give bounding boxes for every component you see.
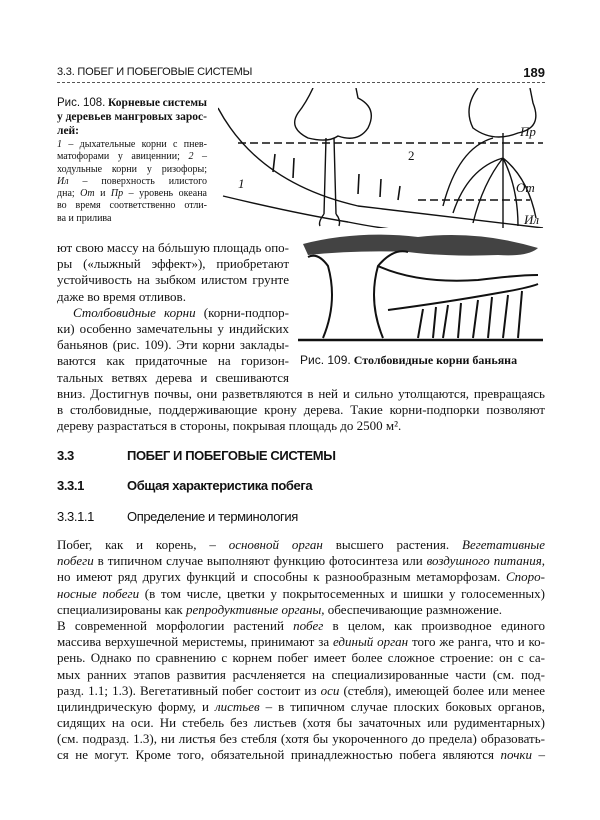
marker-1: 1 (238, 176, 245, 191)
text-line (57, 618, 545, 634)
text-run: массива верхушечной меристемы, принимают за (57, 634, 333, 650)
italic-term: Ил (57, 175, 69, 187)
figure-108-title-part: Корневые системы (108, 97, 208, 109)
text-line (57, 164, 207, 176)
text-line (57, 200, 207, 212)
text-line (57, 321, 289, 337)
text-line (57, 213, 207, 225)
heading-3-3-1-1 (57, 509, 545, 525)
text-line (57, 402, 545, 418)
text-run: даже во время отливов. (57, 288, 186, 304)
italic-term: Пр (110, 188, 124, 200)
text-line (57, 634, 545, 650)
italic-term: листьев (214, 698, 260, 714)
text-run: – в типичном случае плоских боковых органов, (259, 698, 545, 714)
figure-108-caption (57, 96, 207, 225)
text-line (57, 667, 545, 683)
text-run: , (541, 553, 545, 569)
text-line (57, 699, 545, 715)
text-run: ют свою массу на бóльшую площадь опо- (57, 240, 289, 255)
text-run: ся не могут. Кроме того, обязательной принадлежностью побега являются (57, 747, 501, 763)
page-number: 189 (523, 65, 545, 80)
text-run: сидящих на оси. Ни стебель без листьев (хотя бы зачаточных или рудиментарных) (57, 715, 545, 731)
figure-108-title-part: у деревьев мангровых зарос- (57, 111, 207, 123)
italic-term: 2 (188, 151, 194, 163)
text-run: (в том числе, цветки у покрытосеменных и шишки у голосеменных) (139, 585, 545, 601)
text-line (57, 418, 545, 434)
marker-ot: От (516, 180, 535, 195)
text-line (57, 370, 289, 386)
text-line (57, 569, 545, 585)
text-run: дна; (57, 188, 81, 200)
marker-pr: Пр (520, 124, 536, 139)
text-run: дереву разрастаться в стороны, покрывая площадь до 2500 м². (57, 418, 402, 434)
text-run: ходульные корни у ризофоры; (57, 163, 207, 175)
italic-term: воздушного питания (426, 553, 542, 569)
text-run: , обеспечивающие размножение. (321, 601, 503, 617)
text-line (57, 256, 289, 272)
text-run: мых ранних этапов развития расчленяется на специализированные части (см. под- (57, 666, 545, 682)
text-run: баньянов (рис. 109). Эти корни заклады- (57, 337, 289, 353)
figure-108-legend (57, 139, 207, 225)
marker-2: 2 (408, 148, 415, 163)
text-run: во время соответственно отли- (57, 200, 207, 212)
text-run: – (532, 747, 546, 763)
text-run: специализированы как (57, 601, 186, 617)
heading-3-3-1 (57, 478, 545, 494)
text-run: рень. Однако по сравнению с корнем побег имеет более сложное строение: он с са- (57, 650, 545, 666)
text-run: ваются как придаточные на горизон- (57, 353, 289, 369)
text-run: высшего растения. (322, 537, 462, 552)
text-line (57, 337, 289, 353)
text-run: (корни-подпор- (195, 304, 289, 320)
text-line (57, 683, 545, 699)
marker-il: Ил (524, 212, 540, 227)
figure-109-title: Столбовидные корни баньяна (353, 353, 518, 367)
figure-108-title-line (57, 96, 207, 110)
text-run: В современной морфологии растений (57, 617, 294, 633)
body-text-top (57, 240, 545, 434)
text-line (57, 240, 289, 256)
text-run: (см. подразд. 1.3), ни листья без стебля (хотя бы укороченного до предела) образовать- (57, 731, 545, 747)
heading-number: 3.3.1 (57, 478, 84, 493)
heading-number: 3.3 (57, 448, 74, 463)
text-line (57, 353, 289, 369)
header-rule (57, 82, 545, 83)
text-line (57, 139, 207, 151)
text-run: ры («лыжный эффект»), приобретают (57, 256, 289, 272)
text-run: Побег, как и корень, – (57, 537, 229, 552)
text-run: матофорами у авиценнии; (57, 151, 189, 163)
heading-3-3 (57, 448, 545, 464)
text-run: в целом, как производное единого (323, 617, 545, 633)
italic-term: Вегетативные (462, 537, 545, 552)
text-line (57, 537, 545, 553)
figure-108-title-line (57, 110, 207, 124)
italic-term: единый орган (332, 634, 409, 650)
text-run: – поверхность илистого (68, 175, 207, 187)
text-run: в типичном случае выполняют функцию фотосинтеза или (93, 553, 427, 569)
heading-text: Определение и терминология (127, 509, 298, 524)
text-run: но имеют ряд других функций и способны к разнообразным метаморфозам. (57, 569, 506, 585)
text-run: в столбовидные, поддерживающие крону дерева. Такие корни-подпорки позволяют (57, 401, 545, 417)
italic-term: От (80, 188, 95, 200)
italic-term: оси (320, 682, 340, 698)
text-run: (стебля), имеющей более или менее (339, 682, 545, 698)
heading-number: 3.3.1.1 (57, 509, 94, 524)
text-line (57, 176, 207, 188)
text-line (57, 602, 545, 618)
body-text-main (57, 537, 545, 764)
italic-term: носные побеги (57, 585, 140, 601)
text-line (57, 747, 545, 763)
text-run: разд. 1.1; 1.3). Вегетативный побег состоит из (57, 682, 321, 698)
text-run: того же ранга, что и ко- (408, 634, 546, 650)
text-run: вниз. Достигнув почвы, они разветвляются в ней и сильно утолщаются, превращаясь (57, 385, 545, 401)
text-line (57, 272, 289, 288)
text-line (57, 151, 207, 163)
figure-109-label: Рис. 109. (300, 353, 351, 367)
figure-108-mangrove-drawing (218, 88, 548, 228)
text-run: и (94, 188, 111, 200)
running-header (57, 66, 545, 82)
italic-term: 1 (57, 139, 62, 150)
text-run: – дыхательные корни с пнев- (62, 139, 207, 150)
text-line (57, 586, 545, 602)
italic-term: побег (293, 617, 324, 633)
figure-108-label: Рис. 108. (57, 97, 106, 109)
figure-108-title-part: лей: (57, 125, 80, 137)
text-run: устойчивость на зыбком илистом грунте (57, 272, 289, 288)
text-line (57, 289, 289, 305)
text-line (57, 553, 545, 569)
text-line (57, 386, 545, 402)
text-line (57, 650, 545, 666)
text-run: ва и прилива (57, 212, 112, 224)
italic-term: Споро- (506, 569, 545, 585)
text-line (57, 715, 545, 731)
heading-text: ПОБЕГ И ПОБЕГОВЫЕ СИСТЕМЫ (127, 448, 336, 463)
text-run: ки) особенно замечательны у индийских (57, 320, 289, 336)
running-header-section: 3.3. ПОБЕГ И ПОБЕГОВЫЕ СИСТЕМЫ (57, 66, 253, 78)
text-run: тальных ветвях дерева и свешиваются (57, 369, 289, 385)
italic-term: почки (500, 747, 532, 763)
figure-108-title-line (57, 124, 207, 138)
text-line (57, 305, 289, 321)
italic-term: репродуктивные органы (185, 601, 322, 617)
italic-term: Столбовидные корни (73, 304, 196, 320)
text-run: – (193, 151, 207, 163)
text-run: – уровень океана (123, 188, 207, 200)
italic-term: побеги (57, 553, 94, 569)
text-line (57, 731, 545, 747)
italic-term: основной орган (228, 537, 323, 552)
text-line (57, 188, 207, 200)
text-run: цилиндрическую форму, и (57, 698, 215, 714)
heading-text: Общая характеристика побега (127, 478, 313, 493)
